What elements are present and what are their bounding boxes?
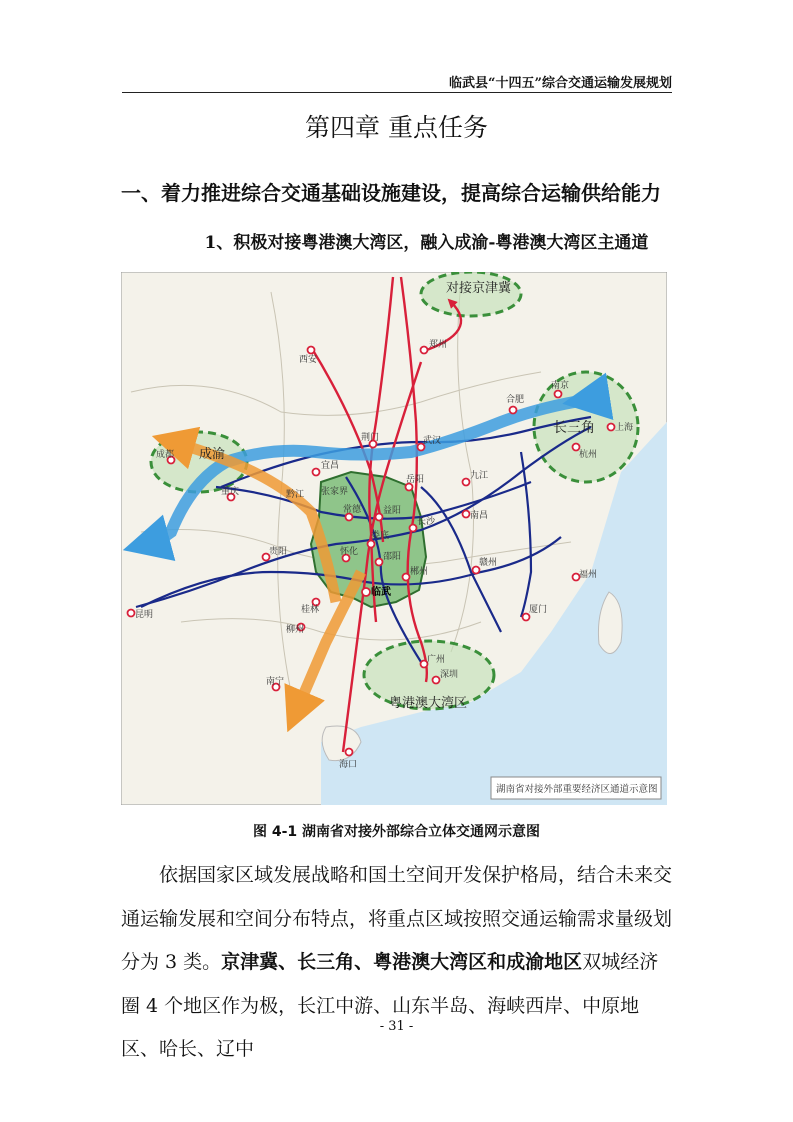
city-linwu: 临武 xyxy=(371,587,391,598)
city-jiujiang: 九江 xyxy=(470,471,489,481)
city-qianjiang: 黔江 xyxy=(286,490,305,500)
city-changde: 常德 xyxy=(343,505,362,515)
city-loudi: 娄底 xyxy=(371,531,390,541)
city-nanchang: 南昌 xyxy=(470,511,489,521)
city-shanghai: 上海 xyxy=(615,423,634,433)
city-guilin: 桂林 xyxy=(301,605,320,615)
cy-region-label: 成渝 xyxy=(199,447,226,462)
city-yueyang: 岳阳 xyxy=(406,475,425,485)
body-paragraph xyxy=(121,854,673,1072)
section-title: 一、着力推进综合交通基础设施建设，提高综合运输供给能力 xyxy=(121,181,661,205)
subsection-title: 1、积极对接粤港澳大湾区，融入成渝-粤港澳大湾区主通道 xyxy=(204,233,649,253)
running-header: 临武县“十四五”综合交通运输发展规划 xyxy=(449,76,672,91)
city-chongqing: 重庆 xyxy=(221,487,240,497)
paragraph-bold-text: 京津冀、长三角、粤港澳大湾区和成渝地区 xyxy=(221,951,583,974)
legend-text: 湖南省对接外部重要经济区通道示意图 xyxy=(496,784,658,795)
city-guiyang: 贵阳 xyxy=(269,547,288,557)
city-changsha: 长沙 xyxy=(417,517,436,527)
city-yiyang: 益阳 xyxy=(383,506,402,516)
city-wuhan: 武汉 xyxy=(423,436,442,446)
city-chengdu: 成都 xyxy=(156,450,175,460)
csj-region-label: 长三角 xyxy=(553,420,595,436)
paragraph-text-1: 依据国家区域发展战略和国土空间开发保护格局，结合未来交通运输发展和空间分布特点，将重点区域按照交通运输需求量级划分为 3 类。 xyxy=(121,864,673,974)
chapter-title: 第四章 重点任务 xyxy=(305,113,488,142)
gba-region-label: 粤港澳大湾区 xyxy=(389,696,468,711)
city-shaoyang: 邵阳 xyxy=(383,552,402,562)
city-huaihua: 怀化 xyxy=(340,547,359,557)
city-zhengzhou: 郑州 xyxy=(429,340,448,350)
city-liuzhou: 柳州 xyxy=(286,625,305,635)
city-nanning: 南宁 xyxy=(266,677,285,687)
city-chenzhou: 郴州 xyxy=(410,567,429,577)
transport-map-figure xyxy=(121,272,667,805)
city-kunming: 昆明 xyxy=(135,610,154,620)
page-number: - 31 - xyxy=(379,1019,414,1034)
city-fuzhou: 福州 xyxy=(579,570,598,580)
jjj-region-label: 对接京津冀 xyxy=(446,281,512,296)
city-xiamen: 厦门 xyxy=(529,605,548,615)
city-xian: 西安 xyxy=(299,355,318,365)
city-ganzhou: 赣州 xyxy=(479,558,498,568)
figure-caption: 图 4-1 湖南省对接外部综合立体交通网示意图 xyxy=(252,824,541,840)
city-jingmen: 荆门 xyxy=(361,433,380,443)
city-guangzhou: 广州 xyxy=(427,655,446,665)
paragraph-text-2: 双城经济圈 4 个地区作为极，长江中游、山东半岛、海峡西岸、中原地区、哈长、辽中 xyxy=(121,951,659,1061)
city-zhangjiajie: 张家界 xyxy=(321,487,349,497)
city-hangzhou: 杭州 xyxy=(579,450,598,460)
city-shenzhen: 深圳 xyxy=(440,670,459,680)
city-hefei: 合肥 xyxy=(506,395,525,405)
city-yichang: 宜昌 xyxy=(321,461,340,471)
header-rule xyxy=(122,92,672,93)
city-nanjing: 南京 xyxy=(551,381,570,391)
city-haikou: 海口 xyxy=(339,760,358,770)
